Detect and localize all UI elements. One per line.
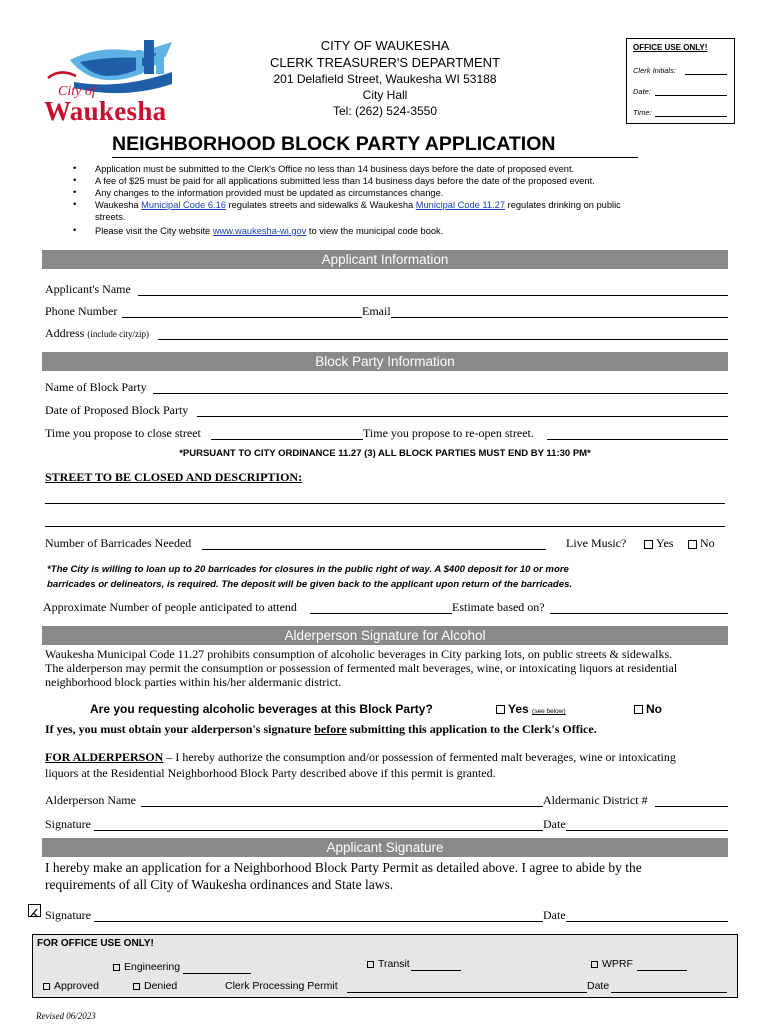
live-music-yes-label: Yes — [656, 536, 674, 550]
bullet-dot: • — [73, 225, 77, 236]
engineering-option[interactable] — [113, 961, 180, 973]
instruction-5 — [95, 226, 443, 236]
transit-line[interactable] — [411, 970, 461, 971]
header-department: CLERK TREASURER'S DEPARTMENT — [269, 55, 501, 70]
office-use-footer — [32, 934, 738, 998]
live-music-yes-option[interactable] — [644, 536, 673, 551]
processing-permit-line[interactable] — [347, 992, 587, 993]
authorization-text: – I hereby authorize the consumption and/or possession of fermented malt beverages, wine or intoxicating — [163, 750, 676, 764]
alderperson-name-label: Alderperson Name — [45, 793, 136, 807]
barricades-field[interactable] — [202, 549, 546, 550]
applicant-signature-field[interactable] — [94, 921, 543, 922]
bullet-dot: • — [73, 187, 77, 198]
signature-here-icon — [28, 904, 41, 917]
see-below-note: (see below) — [532, 708, 566, 715]
instruction-4-text: regulates drinking on public — [505, 200, 621, 210]
instruction-1: Application must be submitted to the Clerk's Office no less than 14 business days before the date of proposed event. — [95, 164, 575, 174]
wprf-label: WPRF — [602, 958, 633, 970]
office-box-date-line[interactable] — [655, 95, 727, 96]
applicant-declaration-2: requirements of all City of Waukesha ordinances and State laws. — [45, 877, 394, 892]
alderperson-authorization — [45, 750, 676, 765]
close-time-label: Time you propose to close street — [45, 426, 201, 440]
aldermanic-district-label: Aldermanic District # — [543, 793, 648, 807]
requirement-text: submitting this application to the Clerk's Office. — [346, 722, 597, 736]
city-website-link[interactable]: www.waukesha-wi.gov — [212, 226, 307, 236]
denied-checkbox[interactable] — [133, 983, 140, 990]
reopen-time-label: Time you propose to re-open street. — [363, 426, 534, 440]
alderperson-signature-field[interactable] — [94, 830, 543, 831]
pen-icon — [29, 907, 40, 918]
address-note: (include city/zip) — [87, 329, 150, 339]
street-description-line-2[interactable] — [45, 526, 725, 527]
requirement-text: If yes, you must obtain your alderperson's signature — [45, 722, 315, 736]
wprf-option[interactable] — [591, 958, 633, 970]
applicant-name-label: Applicant's Name — [45, 282, 131, 296]
revision-date: Revised 06/2023 — [36, 1011, 96, 1021]
alcohol-code-text-2: The alderperson may permit the consumption or possession of fermented malt beverages, wine, or intoxicating liquors at residential — [45, 661, 678, 675]
live-music-label: Live Music? — [566, 536, 627, 550]
alderperson-date-field[interactable] — [566, 830, 728, 831]
alcohol-code-text-1: Waukesha Municipal Code 11.27 prohibits consumption of alcoholic beverages in City parking lots, on public streets & sidewalks. — [45, 647, 673, 661]
office-box-title: OFFICE USE ONLY! — [633, 43, 708, 52]
aldermanic-district-field[interactable] — [655, 806, 728, 807]
instruction-4 — [95, 200, 621, 210]
address-label — [45, 326, 149, 341]
reopen-time-field[interactable] — [547, 439, 728, 440]
bullet-dot: • — [73, 199, 77, 210]
barricades-label: Number of Barricades Needed — [45, 536, 192, 550]
office-box-time: Time: — [633, 108, 652, 117]
address-field[interactable] — [158, 339, 728, 340]
transit-checkbox[interactable] — [367, 961, 374, 968]
barricade-note-1: *The City is willing to loan up to 20 barricades for closures in the public right of way. A $400 deposit for 10 or more — [47, 564, 569, 575]
estimate-basis-field[interactable] — [550, 613, 728, 614]
instruction-5-text: to view the municipal code book. — [306, 226, 444, 236]
header-city-hall: City Hall — [362, 88, 408, 102]
instruction-4-text: Waukesha — [95, 200, 142, 210]
engineering-line[interactable] — [183, 973, 251, 974]
for-alderperson-heading: FOR ALDERPERSON — [45, 750, 164, 764]
requirement-before: before — [314, 722, 347, 736]
applicant-date-field[interactable] — [566, 921, 728, 922]
logo-text-waukesha: Waukesha — [44, 96, 167, 126]
authorization-text-2: liquors at the Residential Neighborhood Block Party described above if this permit is granted. — [45, 766, 496, 780]
live-music-no-label: No — [700, 536, 715, 550]
applicant-name-field[interactable] — [138, 295, 728, 296]
ordinance-notice: *PURSUANT TO CITY ORDINANCE 11.27 (3) ALL BLOCK PARTIES MUST END BY 11:30 PM* — [179, 448, 591, 459]
logo-text-cityof: City of — [58, 84, 96, 99]
alderperson-requirement — [45, 722, 597, 737]
office-use-box — [626, 38, 735, 124]
engineering-label: Engineering — [124, 961, 181, 973]
alcohol-yes-label: Yes — [508, 702, 529, 716]
header-address: 201 Delafield Street, Waukesha WI 53188 — [273, 72, 497, 86]
wprf-checkbox[interactable] — [591, 961, 598, 968]
footer-office-title: FOR OFFICE USE ONLY! — [37, 938, 154, 949]
alcohol-no-label: No — [646, 702, 662, 716]
proposed-date-label: Date of Proposed Block Party — [45, 403, 189, 417]
applicant-date-label: Date — [543, 908, 566, 922]
alderperson-date-label: Date — [543, 817, 566, 831]
approved-option[interactable] — [43, 980, 99, 992]
office-box-initials-line[interactable] — [685, 74, 727, 75]
section-block-party-information: Block Party Information — [42, 352, 728, 371]
engineering-checkbox[interactable] — [113, 964, 120, 971]
applicant-signature-label: Signature — [45, 908, 91, 922]
instruction-4-text: regulates streets and sidewalks & Waukesha — [225, 200, 416, 210]
section-alderperson-signature: Alderperson Signature for Alcohol — [42, 626, 728, 645]
wprf-line[interactable] — [637, 970, 687, 971]
close-time-field[interactable] — [211, 439, 363, 440]
approved-checkbox[interactable] — [43, 983, 50, 990]
live-music-no-checkbox[interactable] — [688, 540, 697, 549]
instruction-4-continued: streets. — [95, 212, 126, 222]
proposed-date-field[interactable] — [197, 416, 728, 417]
bullet-dot: • — [73, 175, 77, 186]
alcohol-yes-checkbox[interactable] — [496, 705, 505, 714]
approved-label: Approved — [54, 980, 99, 992]
block-party-name-label: Name of Block Party — [45, 380, 147, 394]
bullet-dot: • — [73, 163, 77, 174]
footer-date-line[interactable] — [611, 992, 727, 993]
office-box-date: Date: — [633, 87, 651, 96]
denied-option[interactable] — [133, 980, 177, 992]
barricade-note-2: barricades or delineators, is required. The deposit will be given back to the applicant upon return of the barricades. — [47, 579, 573, 590]
transit-option[interactable] — [367, 958, 410, 970]
instruction-2: A fee of $25 must be paid for all applications submitted less than 14 business days before the date of the proposed event. — [95, 176, 595, 186]
header-phone: Tel: (262) 524-3550 — [332, 104, 438, 118]
footer-date-label: Date — [587, 980, 610, 992]
alcohol-yes-option[interactable] — [496, 702, 566, 716]
alderperson-signature-label: Signature — [45, 817, 91, 831]
processing-permit-label: Clerk Processing Permit — [225, 980, 338, 992]
alcohol-no-option[interactable] — [634, 702, 662, 716]
email-field[interactable] — [391, 317, 728, 318]
applicant-declaration-1: I hereby make an application for a Neighborhood Block Party Permit as detailed above. I agree to abide by the — [45, 860, 642, 875]
municipal-code-616-link[interactable]: Municipal Code 6.16 — [141, 200, 226, 210]
office-box-time-line[interactable] — [655, 116, 727, 117]
section-applicant-signature: Applicant Signature — [42, 838, 728, 857]
office-box-initials: Clerk Initials: — [633, 66, 676, 75]
street-description-heading: STREET TO BE CLOSED AND DESCRIPTION: — [45, 470, 303, 484]
address-label-text: Address — [45, 326, 85, 340]
department-header — [230, 38, 540, 119]
attendance-field[interactable] — [310, 613, 452, 614]
header-city: CITY OF WAUKESHA — [320, 38, 450, 53]
phone-number-field[interactable] — [122, 317, 362, 318]
instruction-5-text: Please visit the City website — [95, 226, 213, 236]
block-party-name-field[interactable] — [153, 393, 728, 394]
live-music-no-option[interactable] — [688, 536, 715, 551]
alderperson-name-field[interactable] — [141, 806, 543, 807]
alcohol-question: Are you requesting alcoholic beverages at this Block Party? — [90, 702, 433, 716]
city-logo — [40, 38, 192, 124]
street-description-line-1[interactable] — [45, 503, 725, 504]
live-music-yes-checkbox[interactable] — [644, 540, 653, 549]
section-applicant-information: Applicant Information — [42, 250, 728, 269]
transit-label: Transit — [378, 958, 410, 970]
alcohol-code-text-3: neighborhood block parties within his/her aldermanic district. — [45, 675, 342, 689]
phone-number-label: Phone Number — [45, 304, 118, 318]
estimate-basis-label: Estimate based on? — [452, 600, 545, 614]
email-label: Email — [362, 304, 391, 318]
alcohol-no-checkbox[interactable] — [634, 705, 643, 714]
municipal-code-1127-link[interactable]: Municipal Code 11.27 — [415, 200, 506, 210]
denied-label: Denied — [144, 980, 178, 992]
form-title: NEIGHBORHOOD BLOCK PARTY APPLICATION — [112, 132, 638, 158]
instruction-3: Any changes to the information provided must be updated as circumstances change. — [95, 188, 444, 198]
attendance-label: Approximate Number of people anticipated to attend — [43, 600, 297, 614]
